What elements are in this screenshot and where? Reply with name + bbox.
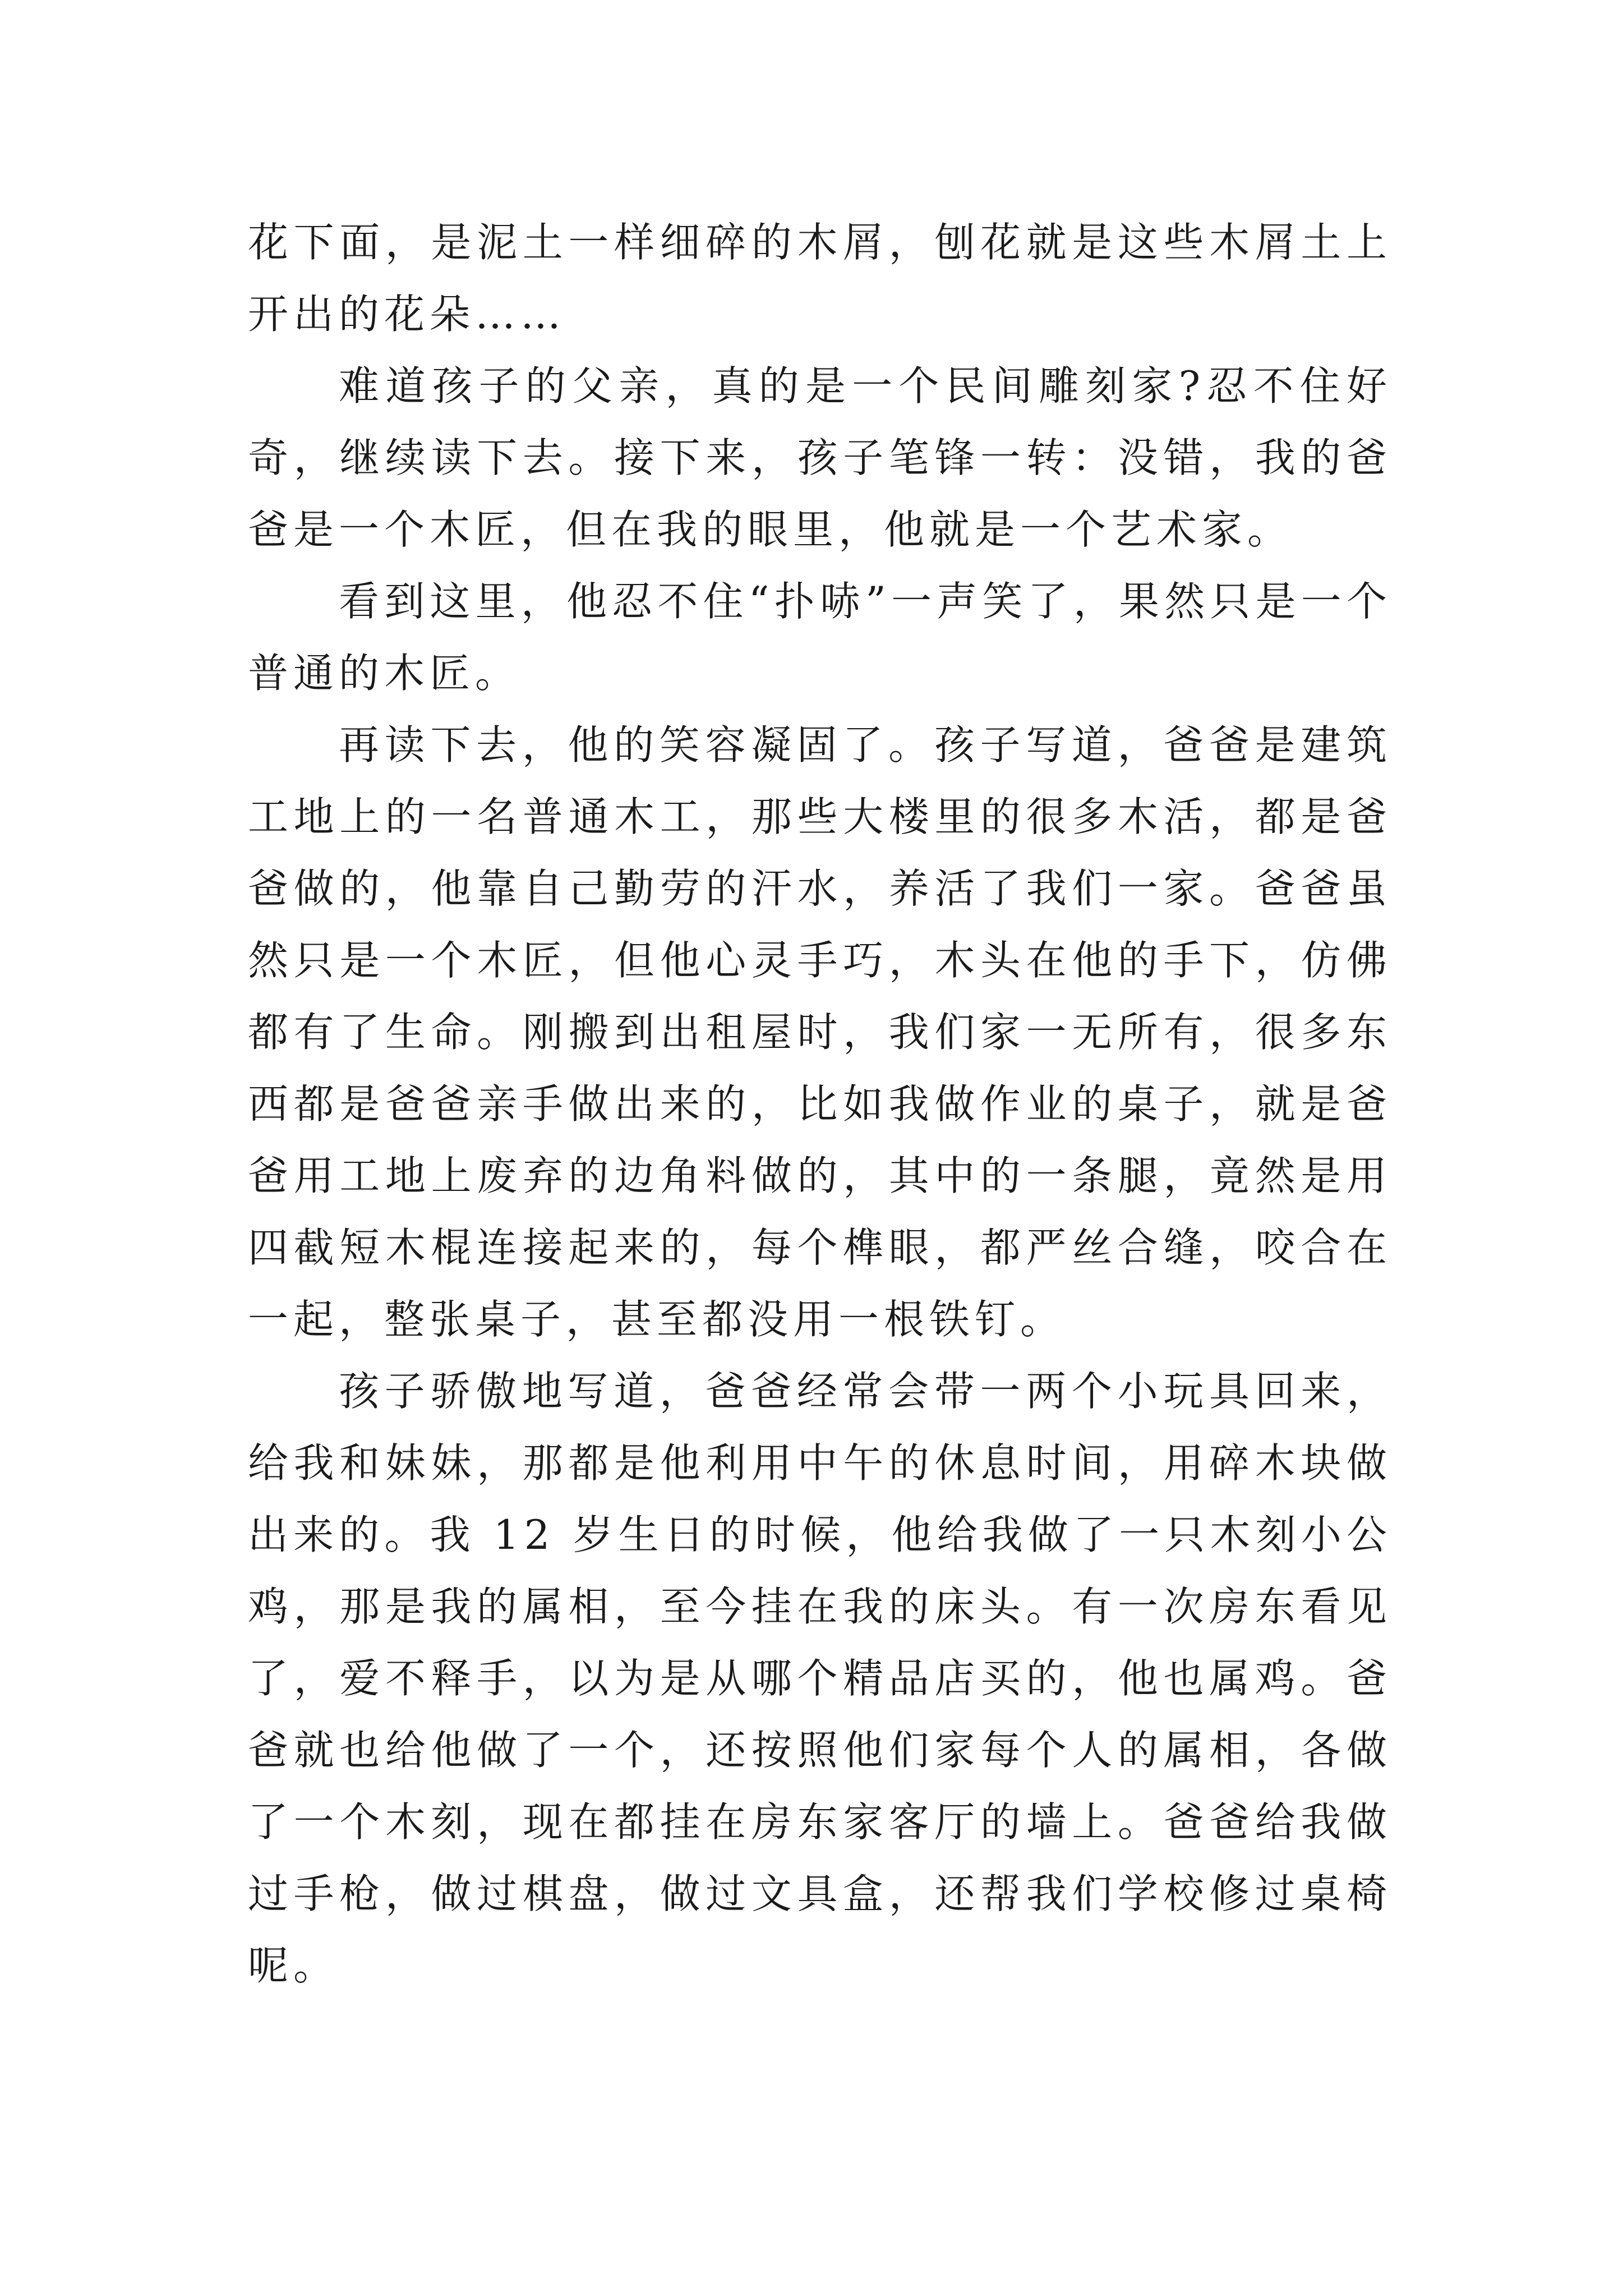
paragraph-4: 再读下去，他的笑容凝固了。孩子写道，爸爸是建筑工地上的一名普通木工，那些大楼里的很多木活，都是爸爸做的，他靠自己勤劳的汗水，养活了我们一家。爸爸虽然只是一个木匠，但他心灵手巧，木头在他的手下，仿佛都有了生命。刚搬到出租屋时，我们家一无所有，很多东西都是爸爸亲手做出来的，比如我做作业的桌子，就是爸爸用工地上废弃的边角料做的，其中的一条腿，竟然是用四截短木棍连接起来的，每个榫眼，都严丝合缝，咬合在一起，整张桌子，甚至都没用一根铁钉。 [248,721,1392,1343]
paragraph-5: 孩子骄傲地写道，爸爸经常会带一两个小玩具回来，给我和妹妹，那都是他利用中午的休息时间，用碎木块做出来的。我 12 岁生日的时候，他给我做了一只木刻小公鸡，那是我的属相，至今挂在我的床头。有一次房东看见了，爱不释手，以为是从哪个精品店买的，他也属鸡。爸爸就也给他做了一个，还按照他们家每个人的属相，各做了一个木刻，现在都挂在房东家客厅的墙上。爸爸给我做过手枪，做过棋盘，做过文具盒，还帮我们学校修过桌椅呢。 [248,1368,1392,1989]
body-text [248,206,1392,2001]
paragraph-3: 看到这里，他忍不住“扑哧”一声笑了，果然只是一个普通的木匠。 [248,578,1392,697]
paragraph-1: 花下面，是泥土一样细碎的木屑，刨花就是这些木屑土上开出的花朵…… [248,219,1392,338]
paragraph-2: 难道孩子的父亲，真的是一个民间雕刻家?忍不住好奇，继续读下去。接下来，孩子笔锋一转：没错，我的爸爸是一个木匠，但在我的眼里，他就是一个艺术家。 [248,362,1392,553]
